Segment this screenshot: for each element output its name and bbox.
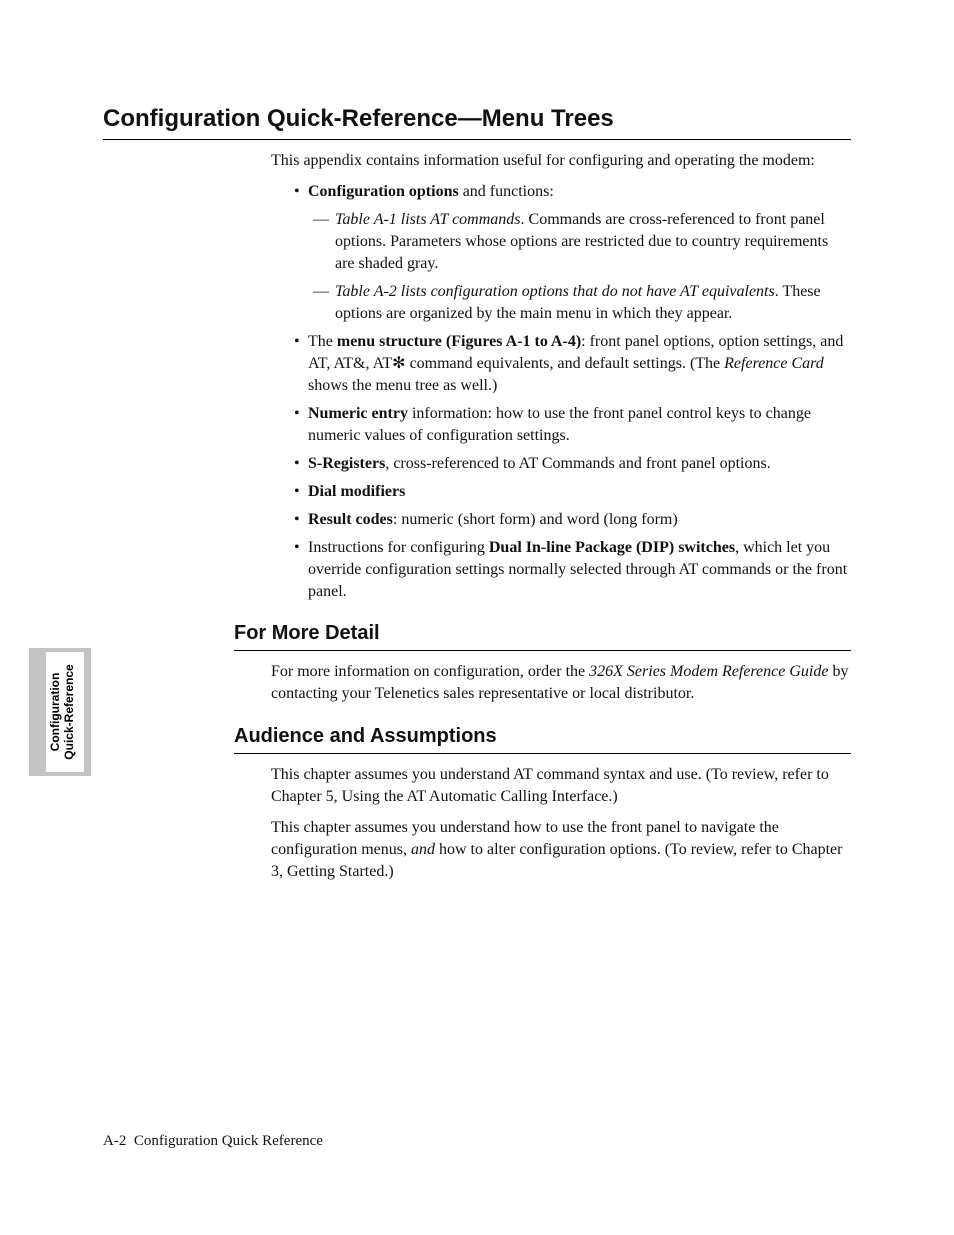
list-item-bold: Numeric entry	[308, 405, 408, 422]
list-item	[294, 537, 854, 603]
section-heading-audience: Audience and Assumptions	[234, 723, 851, 754]
list-item-text: shows the menu tree as well.)	[308, 377, 498, 394]
list-item-text: and functions:	[458, 183, 554, 200]
tab-label-line: Quick-Reference	[62, 664, 76, 760]
list-item-text: : front panel options, option settings, and AT, AT&, AT✻ command equivalents, and default settings. (The	[308, 333, 844, 372]
tab-label-line: Configuration	[48, 672, 62, 752]
list-item	[294, 453, 854, 475]
list-item-text: , cross-referenced to AT Commands and front panel options.	[385, 455, 771, 472]
page-footer: A-2 Configuration Quick Reference	[103, 1133, 323, 1149]
list-item-text: The	[308, 333, 337, 350]
list-item-bold: S-Registers	[308, 455, 386, 472]
page-title: Configuration Quick-Reference—Menu Trees	[103, 104, 851, 140]
more-detail-paragraph	[271, 661, 856, 705]
sub-list	[308, 209, 854, 325]
sub-item-text: . These options are organized by the main menu in which they appear.	[335, 283, 821, 322]
intro-paragraph: This appendix contains information useful for configuring and operating the modem:	[271, 152, 815, 169]
paragraph-text: by contacting your Telenetics sales representative or local distributor.	[271, 663, 849, 702]
dash-marker: —	[313, 283, 329, 300]
sub-item-italic: Table A-1 lists AT commands	[335, 211, 521, 228]
sub-item-italic: Table A-2 lists configuration options that do not have AT equivalents	[335, 283, 775, 300]
bullet-marker: •	[294, 455, 300, 472]
list-item-bold: Dual In-line Package (DIP) switches	[488, 539, 736, 556]
bullet-marker: •	[294, 511, 300, 528]
section-tab-label	[48, 652, 82, 772]
sub-list-item	[294, 209, 840, 275]
audience-paragraph	[271, 817, 856, 883]
bullet-marker: •	[294, 539, 300, 556]
section-heading-more-detail: For More Detail	[234, 620, 851, 651]
sub-list-item	[294, 281, 840, 325]
paragraph-text: how to alter configuration options. (To review, refer to Chapter 3, Getting Started.)	[271, 841, 843, 880]
audience-section	[271, 764, 856, 883]
list-item-text: information: how to use the front panel control keys to change numeric values of configuration settings.	[308, 405, 811, 444]
audience-paragraph: This chapter assumes you understand AT command syntax and use. (To review, refer to Chapter 5, Using the AT Automatic Calling Interface.)	[271, 766, 829, 805]
list-item-bold: Configuration options	[308, 183, 459, 200]
sub-item-text: . Commands are cross-referenced to front panel options. Parameters whose options are restricted due to country requirements are shaded gray.	[335, 211, 829, 272]
list-item-bold: menu structure (Figures A-1 to A-4)	[336, 333, 582, 350]
list-item	[294, 331, 854, 397]
paragraph-italic: and	[410, 841, 435, 858]
list-item-text: , which let you override configuration settings normally selected through AT commands or the front panel.	[308, 539, 848, 600]
list-item	[294, 509, 854, 531]
bullet-marker: •	[294, 405, 300, 422]
dash-marker: —	[313, 211, 329, 228]
list-item	[294, 481, 854, 503]
list-item-bold: Dial modifiers	[308, 483, 406, 500]
list-item	[294, 181, 854, 325]
list-item-italic: Reference Card	[724, 355, 824, 372]
bullet-marker: •	[294, 183, 300, 200]
list-item-bold: Result codes	[308, 511, 393, 528]
list-item-text: Instructions for configuring	[308, 539, 489, 556]
list-item	[294, 403, 854, 447]
bullet-marker: •	[294, 333, 300, 350]
contents-list	[294, 181, 854, 609]
paragraph-text: This chapter assumes you understand how to use the front panel to navigate the configuration menus,	[271, 819, 779, 858]
guide-title: 326X Series Modem Reference Guide	[589, 663, 829, 680]
paragraph-text: For more information on configuration, order the	[271, 663, 590, 680]
bullet-marker: •	[294, 483, 300, 500]
list-item-text: : numeric (short form) and word (long form)	[392, 511, 678, 528]
